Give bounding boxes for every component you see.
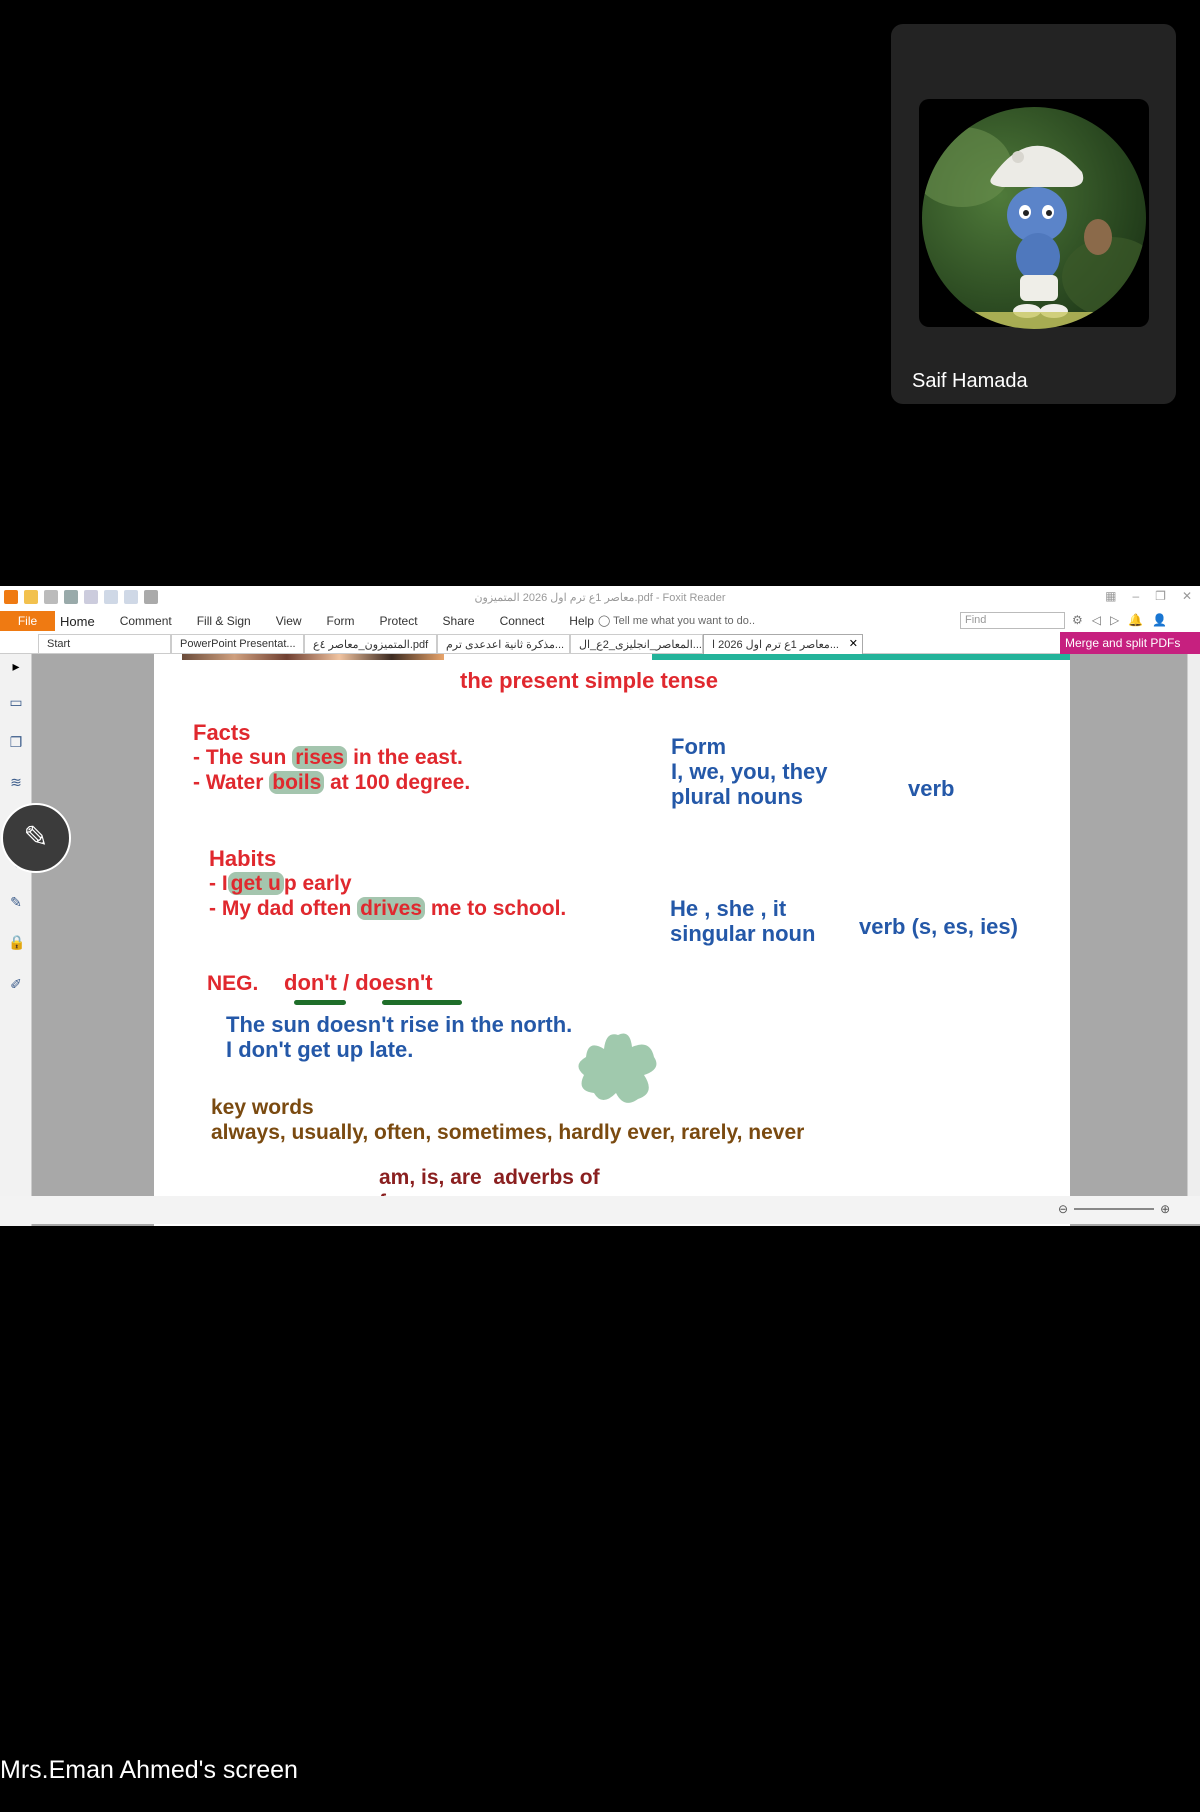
tab-comment[interactable]: Comment [119,614,172,628]
form-plural-nouns: plural nouns [671,784,803,809]
slide-title: the present simple tense [460,668,718,693]
shared-screen[interactable] [0,586,1200,1226]
neg-form-dont: don't [284,970,337,995]
form2-subjects: He , she , it [670,896,787,921]
tab-form[interactable]: Form [326,614,355,628]
neg-forms [284,970,433,996]
tab-home[interactable]: Home [60,614,95,629]
highlight-rises: rises [292,746,347,769]
avatar-image [922,107,1146,329]
form-subjects-plural: I, we, you, they [671,759,828,784]
layers-icon[interactable]: ≋ [10,774,22,790]
file-menu[interactable]: File [0,611,55,631]
avatar-frame [919,99,1149,327]
zoom-slider[interactable] [1074,1208,1154,1210]
window-title: معاصر 1ع ترم اول 2026 المتميزون.pdf - Foxit Reader [474,592,726,604]
tab-fill-sign[interactable]: Fill & Sign [196,614,251,628]
neg-form-doesnt: doesn't [355,970,433,995]
user-icon[interactable]: 👤 [1152,613,1168,627]
ribbon-menu [0,610,1200,632]
document-viewer [0,654,1200,1226]
navigation-panel [0,654,32,1226]
expand-panel-icon[interactable]: ▸ [12,658,20,674]
habits-example-2-start: - My dad often [209,897,352,920]
close-tab-icon[interactable]: ✕ [848,638,858,650]
vertical-scrollbar[interactable] [1187,654,1200,1214]
close-icon[interactable]: ✕ [1181,589,1192,603]
pencil-icon: ✎ [23,821,49,854]
participant-name: Saif Hamada [912,370,1028,392]
form2-verb: verb (s, es, ies) [859,914,1018,939]
form-heading: Form [671,734,726,759]
merge-split-button[interactable]: Merge and split PDFs [1060,632,1200,654]
annotation-blob [572,1029,664,1109]
avatar [922,107,1146,329]
signature-icon[interactable]: ✎ [10,894,22,910]
highlight-drives: drives [357,897,425,920]
habits-example-2 [209,897,566,921]
restore-icon[interactable]: ❐ [1155,589,1166,603]
habits-example-1-end: p early [283,872,352,895]
tab-help[interactable]: Help [569,614,594,628]
ribbon-right-icons [1072,613,1167,627]
tell-me-text: Tell me what you want to do.. [613,615,756,627]
back-icon[interactable]: ◁ [1091,613,1101,627]
find-input[interactable]: Find [960,612,1065,629]
neg-example-2: I don't get up late. [226,1037,414,1062]
lock-icon[interactable]: 🔒 [8,934,26,950]
form-verb: verb [908,776,955,801]
key-words-heading: key words [211,1096,314,1119]
underline-dont [294,1000,346,1005]
doc-tab-4[interactable]: مذكرة ثانية اعدعدى ترم... [437,634,570,654]
underline-doesnt [382,1000,462,1005]
pen-annotation-button[interactable] [1,803,71,873]
zoom-out-icon[interactable]: ⊖ [1058,1202,1069,1216]
notification-icon[interactable]: 🔔 [1128,613,1144,627]
header-image-strip [182,654,444,660]
screen-owner-label: Mrs.Eman Ahmed's screen [0,1756,298,1784]
doc-tab-start[interactable]: Start [38,634,171,654]
doc-tab-3[interactable]: المتميزون_معاصر ٤ع.pdf [304,634,437,654]
key-words-list: always, usually, often, sometimes, hardly ever, rarely, never [211,1121,805,1144]
title-bar [0,586,1200,610]
status-bar [0,1196,1200,1224]
settings-icon[interactable]: ⚙ [1072,613,1083,627]
document-tabs [0,632,1200,654]
doc-tab-active-label: معاصر 1ع ترم اول 2026 ا... [712,639,839,651]
facts-example-1 [193,746,463,770]
pdf-page [154,654,1070,1226]
forward-icon[interactable]: ▷ [1110,613,1120,627]
facts-example-1-end: in the east. [353,746,463,769]
facts-example-2-start: - Water [193,771,264,794]
zoom-control [1058,1202,1170,1216]
neg-label: NEG. [207,972,259,995]
tab-protect[interactable]: Protect [379,614,418,628]
doc-tab-5[interactable]: المعاصر_انجليزى_2ع_ال... [570,634,703,654]
bookmark-icon[interactable]: ▭ [9,694,23,710]
neg-example-1: The sun doesn't rise in the north. [226,1012,573,1037]
zoom-in-icon[interactable]: ⊕ [1160,1202,1171,1216]
ribbon-tabs [60,614,594,629]
lightbulb-icon: ◯ [598,615,614,627]
slide-border-top [652,654,1070,660]
facts-heading: Facts [193,720,251,745]
minimize-icon[interactable]: – [1132,589,1140,603]
tab-view[interactable]: View [275,614,302,628]
edit-tool-icon[interactable]: ✐ [10,976,22,992]
habits-example-1-start: - I [209,872,228,895]
habits-heading: Habits [209,846,277,871]
tell-me-search[interactable] [598,614,755,627]
participant-tile[interactable] [891,24,1176,404]
doc-tab-powerpoint[interactable]: PowerPoint Presentat... [171,634,304,654]
highlight-boils: boils [269,771,324,794]
neg-separator: / [336,970,356,995]
doc-tab-active[interactable] [703,634,863,654]
highlight-get-up: get u [228,872,284,895]
layout-icon[interactable]: ▦ [1105,589,1117,603]
tab-share[interactable]: Share [442,614,475,628]
window-controls [1105,589,1192,603]
habits-example-1 [209,872,352,896]
facts-example-1-start: - The sun [193,746,287,769]
tab-connect[interactable]: Connect [499,614,545,628]
adverbs-line-1: am, is, are adverbs of [379,1166,600,1189]
habits-example-2-end: me to school. [430,897,567,920]
facts-example-2-end: at 100 degree. [330,771,471,794]
facts-example-2 [193,771,470,795]
form2-singular-noun: singular noun [670,921,816,946]
pages-icon[interactable]: ❐ [9,734,23,750]
